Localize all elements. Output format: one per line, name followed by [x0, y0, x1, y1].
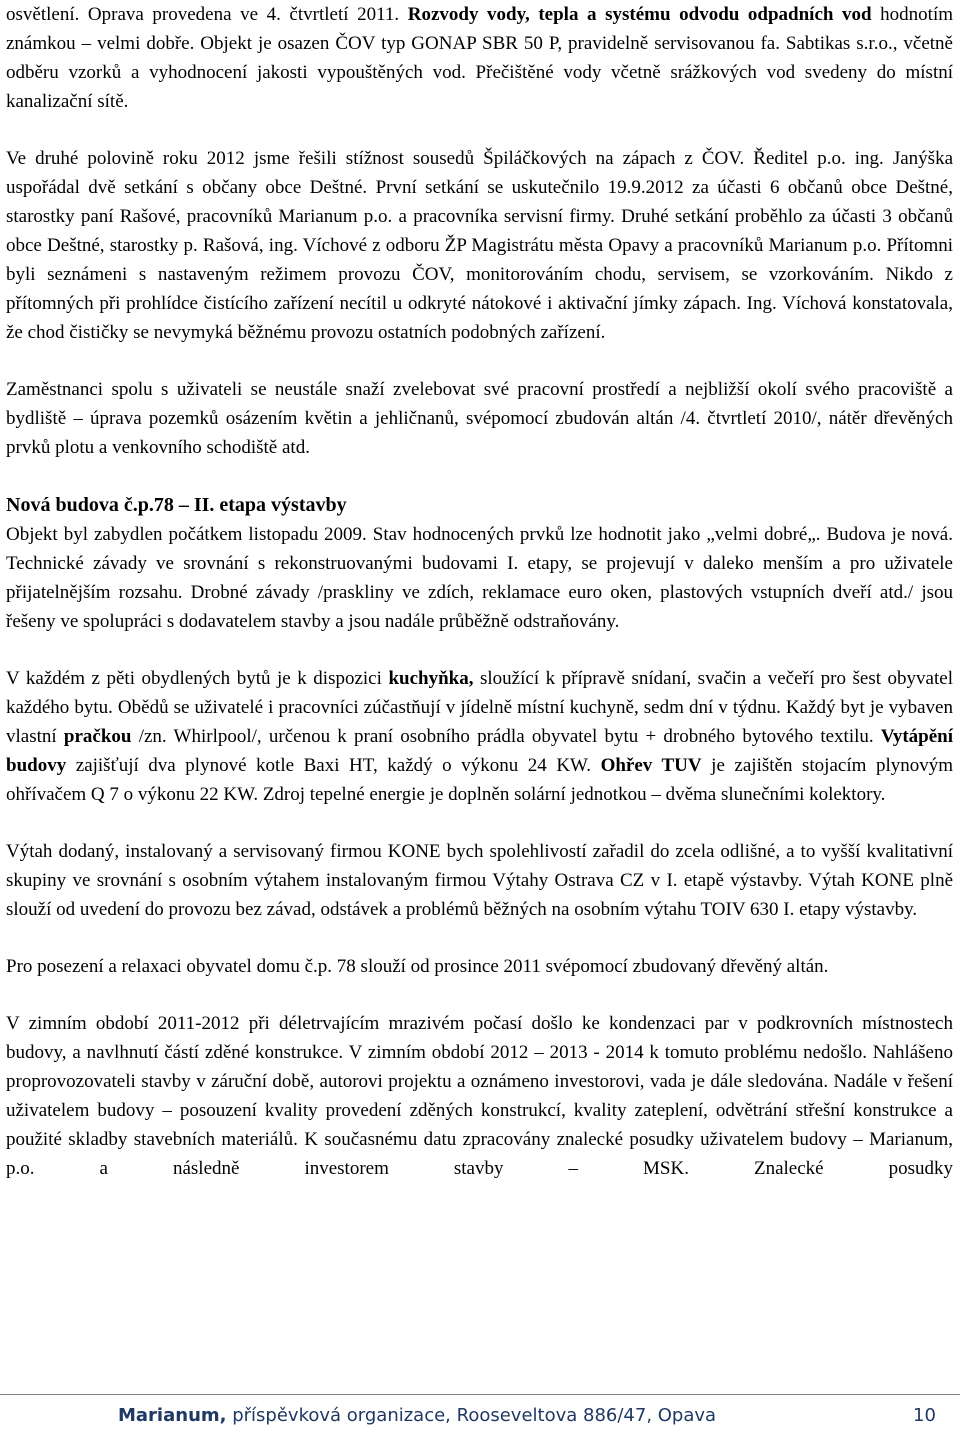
bold-text: Rozvody vody, tepla a systému odvodu odpadních vod: [407, 4, 872, 25]
paragraph-elevator: Výtah dodaný, instalovaný a servisovaný firmou KONE bych spolehlivostí zařadil do zcela odlišné, a to vyšší kvalitativní skupiny ve srovnání s osobním výtahem instalovaným firmou Výtahy Ostrava CZ v I. etapě výstavby. Výtah KONE plně slouží od uvedení do provozu bez závad, odstávek a problémů běžných na osobním výtahu TOIV 630 I. etapy výstavby.: [6, 841, 953, 920]
page-footer: [0, 1394, 960, 1436]
page-number: 10: [913, 1405, 936, 1426]
text-span: /zn. Whirlpool/, určenou k praní osobního prádla obyvatel bytu + drobného bytového textilu.: [131, 726, 881, 747]
bold-text: Vytápění budovy: [6, 726, 953, 776]
footer-org-text: příspěvková organizace, Roosevelt​ova 886/47, Opava: [226, 1405, 717, 1426]
text-span: zajišťují dva plynové kotle Baxi HT, každý o výkonu 24 KW.: [66, 755, 601, 776]
text-span: hodnotím známkou – velmi dobře. Objekt je osazen ČOV typ GONAP SBR 50 P, pravidelně servisovanou fa. Sabtikas s.r.o., včetně odběru vzorků a vyhodnocení jakosti vypouštěných vod. Přečištěné vody včetně srážkových vod svedeny do místní kanalizační sítě.: [6, 4, 954, 112]
paragraph-building: Objekt byl zabydlen počátkem listopadu 2009. Stav hodnocených prvků lze hodnotit jako „velmi dobré„. Budova je nová. Technické závady ve srovnání s rekonstruovanými budovami I. etapy, se projevují v daleko menším a pro uživatele přijatelnějším rozsahu. Drobné závady /praskliny ve zdích, reklamace euro oken, plastových vstupních dveří atd./ jsou řešeny ve spolupráci s dodavatelem stavby a jsou nadále průběžně odstraňovány.: [6, 524, 953, 632]
footer-org-name: Marianum,: [118, 1405, 227, 1426]
paragraph-complaint: Ve druhé polovině roku 2012 jsme řešili stížnost sousedů Špiláčkových na zápach z ČOV. Ředitel p.o. ing. Janýška uspořádal dvě setkání s občany obce Deštné. První setkání se uskutečnilo 19.9.2012 za účasti 6 občanů obce Deštné, starostky paní Rašové, pracovníků Marianum p.o. a pracovníka servisní firmy. Druhé setkání proběhlo za účasti 3 občanů obce Deštné, starostky p. Rašová, ing. Víchové z odboru ŽP Magistrátu města Opavy a pracovníků Marianum p.o. Přítomni byli seznámeni s nastaveným režimem provozu ČOV, monitorováním chodu, servisem, se vzorkováním. Nikdo z přítomných při prohlídce čistícího zařízení necítil u odkryté nátokové i aktivační jímky zápach. Ing. Víchová konstatovala, že chod čističky se nevymyká běžnému provozu ostatních podobných zařízení.: [6, 148, 953, 343]
text-span: sloužící k přípravě snídaní, svačin a večeří pro šest obyvatel každého bytu. Obědů se uživatelé i pracovníci zúčastňují v jídelně místní kuchyně, sedm dní v týdnu. Každý byt je vybaven vlastní: [6, 668, 953, 747]
paragraph-employees: Zaměstnanci spolu s uživateli se neustále snaží zvelebovat své pracovní prostředí a nejbližší okolí svého pracoviště a bydliště – úprava pozemků osázením květin a jehličnanů, svépomocí zbudován altán /4. čtvrtletí 2010/, nátěr dřevěných prvků plotu a venkovního schodiště atd.: [6, 379, 953, 458]
paragraph-condensation: V zimním období 2011-2012 při déletrvajícím mrazivém počasí došlo ke kondenzaci par v podkrovních místnostech budovy, a navlhnutí částí zděné konstrukce. V zimním období 2012 – 2013 - 2014 k tomuto problému nedošlo. Nahlášeno proprovozovateli stavby v záruční době, autorovi projektu a oznámeno investorovi, vada je dále sledována. Nadále v řešení uživatelem budovy – posouzení kvality provedení zděných konstrukcí, kvality zateplení, odvětrání střešní konstrukce a použité skladby stavebních materiálů. K současnému datu zpracovány znalecké posudky uživatelem budovy – Marianum, p.o. a následně investorem stavby – MSK. Znalecké posudky: [6, 1013, 953, 1179]
bold-text: pračkou: [63, 726, 132, 747]
bold-text: Ohřev TUV: [600, 755, 702, 776]
text-span: je zajištěn stojacím plynovým ohřívačem Q 7 o výkonu 22 KW. Zdroj tepelné energie je doplněn solární jednotkou – dvěma slunečními kolektory.: [6, 755, 953, 805]
paragraph-water-systems: [6, 0, 953, 116]
text-span: V každém z pěti obydlených bytů je k dispozici: [6, 668, 389, 689]
document-page: [6, 0, 953, 1212]
paragraph-gazebo: Pro posezení a relaxaci obyvatel domu č.p. 78 slouží od prosince 2011 svépomocí zbudovaný dřevěný altán.: [6, 956, 829, 977]
text-span: osvětlení. Oprava provedena ve 4. čtvrtletí 2011.: [6, 4, 408, 25]
paragraph-kitchen: [6, 664, 953, 809]
section-heading: Nová budova č.p.78 – II. etapa výstavby: [6, 494, 347, 516]
bold-text: kuchyňka,: [388, 668, 474, 689]
footer-organization: [118, 1405, 716, 1426]
